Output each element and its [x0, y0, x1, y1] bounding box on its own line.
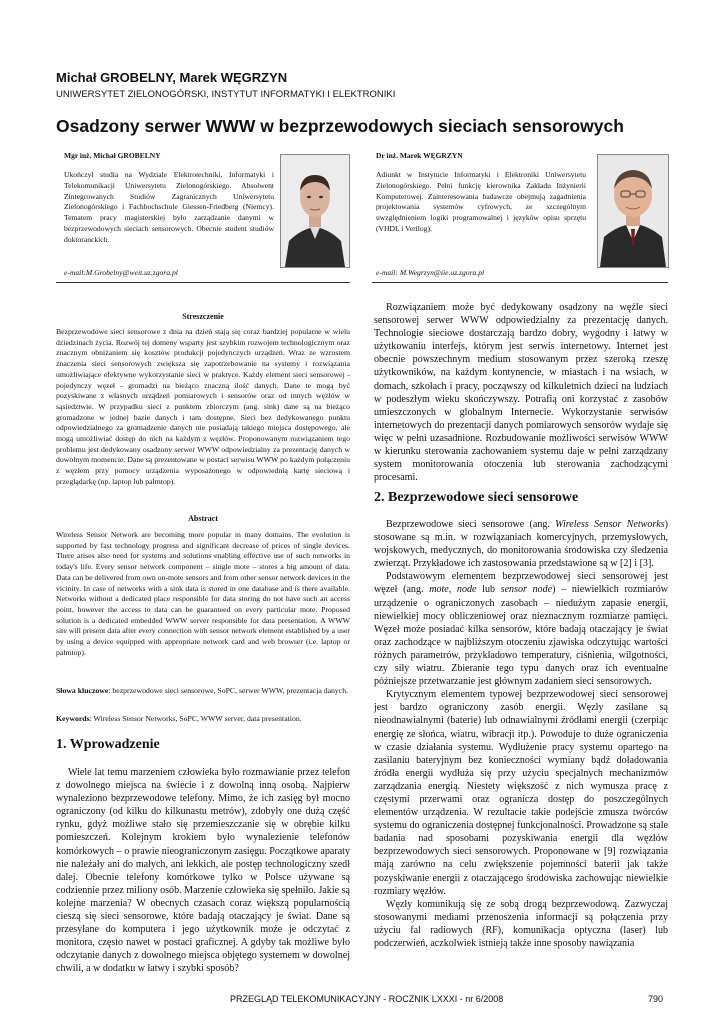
bio-divider-2 [372, 282, 668, 283]
section-2-paragraph-2: Podstawowym elementem bezprzewodowej sieci sensorowej jest węzeł (ang. mote, node lub sensor node) – niewielkich rozmiarów urządzenie o ograniczonych zasobach – niedużym zapasie energii, niewielkiej mocy obliczeniowej oraz nieznacznym rozmiarze pamięci. Węzeł może posiadać kilka sensorów, które badają otaczający je świat oraz zachodzące w najbliższym otoczeniu zjawiska odczytując wartości różnych parametrów, przykładowo temperatury, ciśnienia, wilgotności, czy siły wiatru. Zbieranie tego typu danych oraz ich eventualne późniejsze przetwarzanie jest głównym zadaniem sieci sensorowych. [374, 571, 668, 688]
bio-text-2: Adiunkt w Instytucie Informatyki i Elektroniki Uniwersytetu Zielonogórskiego. Pełni funkcję kierownika Zakładu Inżynierii Komputerowej. Zainteresowania badawcze obejmują zagadnienia projektowania systemów cyfrowych, ze szczególnym uwzględnieniem logiki programowalnej i języków opisu sprzętu (VHDL i Verilog). [376, 170, 586, 233]
keywords-en-text: : Wireless Sensor Networks, SoPC, WWW server, data presentation. [89, 714, 302, 723]
section-2-paragraph-3: Krytycznym elementem typowej bezprzewodowej sieci sensorowej jest bardzo ograniczony zasób energii. Węzły zasilane są nieodnawialnymi (baterie) lub odnawialnymi źródłami energii (czerpiąc energię ze słońca, wiatru, wibracji itp.). Powoduje to duże ograniczenia w czasie działania systemu. Wydłużenie pracy systemu opartego na zasilaniu bateryjnym bez konieczności wymiany bądź doładowania źródła energii wydłuża się przy użyciu specjalnych mechanizmów zarządzania energią. Niestety większość z nich wymusza pracę z częstymi przerwami oraz ogranicza dostęp do poszczególnych elementów urządzenia. W rezultacie takie podejście zmusza twórców systemu do ograniczenia dostępnej funkcjonalności. Prowadzone są stale badania nad sposobami pozyskiwania energii dla węzłów bezprzewodowych sieci sensorowych. Proponowane w [9] rozwiązania mają zarówno na celu zwiększenie pojemności baterii jak także pozyskiwanie energii z otaczającego środowiska zachowując niewielkie rozmiary węzłów. [374, 689, 668, 897]
keywords-pl-text: : bezprzewodowe sieci sensorowe, SoPC, serwer WWW, prezentacja danych. [108, 686, 349, 695]
streszczenie-heading: Streszczenie [182, 312, 224, 321]
abstract-text: Wireless Sensor Network are becoming more popular in many domains. The evolution is supported by fast technology progress and significant decrease of prices of single devices. There arises also need for systems and solutions enabling effective use of such networks in today's life. Every sensor network component – single mote – stores a big amount of data. Data can be delivered from own on-mote sensors and from other sensor network devices in the vicinity. In case of networks with a sink data is stored in one database and is there available. Networks without a dedicated place responsible for data storing do not have such an access point, however the access to data can be guaranteed on every particular mote. Proposed solution is a dedicated embedded WWW server responsible for data presentation. A WWW site will present data after every connection with sensor network element established by a user by using a device equipped with appropriate network card and web browser (i.e. laptop or palmtop). [56, 530, 350, 657]
keywords-pl-label: Słowa kluczowe [56, 686, 109, 695]
intro-continuation [374, 301, 668, 484]
author-photo-1 [280, 154, 350, 268]
affiliation: UNIWERSYTET ZIELONOGÓRSKI, INSTYTUT INFORMATYKI I ELEKTRONIKI [56, 89, 396, 100]
section-2-paragraph-1: Bezprzewodowe sieci sensorowe (ang. Wireless Sensor Networks) stosowane są m.in. w rozwiązaniach komercyjnych, przemysłowych, wojskowych, medycznych, do monitorowania środowiska czy śledzenia zwierząt. Przykładowe ich zastosowania przedstawione są w [2] i [3]. [374, 519, 668, 570]
section-2-text [374, 518, 668, 950]
bio-email-1: e-mail:M.Grobelny@weit.uz.zgora.pl [64, 268, 178, 277]
streszczenie-text: Bezprzewodowe sieci sensorowe z dnia na dzień stają się coraz bardziej popularne w wielu dziedzinach życia. Rozwój tej domeny wsparty jest szybkim rozwojem technologicznym oraz znacznym obniżaniem się kosztów produkcji pojedynczych urządzeń. Wraz ze wzrostem znaczenia sieci sensorowych zwiększa się zapotrzebowanie na systemy i rozwiązania umożliwiające efektywne wykorzystanie sieci w praktyce. Każdy element sieci sensorowej - pojedynczy węzeł - gromadzi na bieżąco znaczną ilość danych. Dane te mogą być pozyskiwane z własnych urządzeń pomiarowych i sensorów oraz od innych węzłów w sąsiedztwie. W przypadku sieci z punktem zbiorczym (ang. sink) dane są na bieżąco gromadzone w jednej bazie danych i tam dostępne. Sieci bez dedykowanego punktu odpowiedzialnego za gromadzenie danych nie posiadają takiego miejsca dostępowego, ale mogą umożliwiać dostęp do nich na każdym z węzłów. Proponowanym rozwiązaniem tego problemu jest dedykowany osadzony serwer WWW odpowiedzialny za prezentację danych w dowolnym momencie. Dane są prezentowane w postaci serwisu WWW po każdym połączeniu z węzłem przy pomocy urządzenia wyposażonego w odpowiednią kartę sieciową i przeglądarkę (np. laptop lub palmtop). [56, 327, 350, 486]
section-1-paragraph: Wiele lat temu marzeniem człowieka było rozmawianie przez telefon z dowolnego miejsca na świecie i z dowolną inną osobą. Najpierw wynaleziono bezprzewodowe telefony. Mimo, że ich zasięg był mocno ograniczony (od kilku do kilkunastu metrów), zdobyły one dużą część rynku, gdyż możliwe stało się przemieszczanie się w obrębie kilku pomieszczeń. Kolejnym krokiem było wynalezienie telefonów komórkowych – o prawie nieograniczonym zasięgu. Początkowe aparaty nie należały ani do małych, ani lekkich, ale postęp technologiczny szedł dalej. Obecnie telefony komórkowe tylko w Polsce używane są codziennie przez miliony osób. Marzenie człowieka się spełniło. Jakie są kolejne marzenia? W obecnych czasach coraz większą popularnością cieszą się sieci sensorowe, które badają otaczający je świat. Dane są przesyłane do komputera i jego użytkownik może je odczytać z monitora, często nawet w postaci graficznej. A gdyby tak możliwe było odczytanie danych z dowolnego miejsca objętego systemem w dowolnej chwili, a w dodatku w łatwy i szybki sposób? [56, 767, 350, 975]
authors: Michał GROBELNY, Marek WĘGRZYN [56, 70, 288, 85]
bio-name-1: Mgr inż. Michał GROBELNY [64, 151, 161, 160]
abstract-heading: Abstract [188, 514, 218, 523]
section-1-text [56, 766, 350, 976]
bio-divider-1 [56, 282, 350, 283]
journal-footer: PRZEGLĄD TELEKOMUNIKACYJNY - ROCZNIK LXXXI - nr 6/2008 [230, 994, 504, 1004]
bio-email-2: e-mail: M.Wegrzyn@iie.uz.zgora.pl [376, 268, 485, 277]
paper-title: Osadzony serwer WWW w bezprzewodowych sieciach sensorowych [56, 116, 624, 136]
section-1-heading: 1. Wprowadzenie [56, 737, 160, 752]
section-2-paragraph-4: Węzły komunikują się ze sobą drogą bezprzewodową. Zazwyczaj stosowanymi mediami przenoszenia informacji są połączenia przy użyciu fal radiowych (RF), komunikacja optyczna (laser) lub podczerwień, aczkolwiek istnieją także inne sposoby nawiązania [374, 898, 668, 949]
keywords-en [56, 714, 350, 725]
keywords-pl [56, 686, 350, 697]
bio-name-2: Dr inż. Marek WĘGRZYN [376, 151, 463, 160]
section-2-heading: 2. Bezprzewodowe sieci sensorowe [374, 490, 579, 505]
intro-paragraph: Rozwiązaniem może być dedykowany osadzony na węźle sieci sensorowej serwer WWW odpowiedzialny za prezentację danych. Technologie sieciowe dostarczają bardzo dobry, wygodny i łatwy w użytkowaniu interfejs, którym jest serwis internetowy. Internet jest obecnie powszechnym medium stosowanym przez szeroką rzeszę użytkowników, na każdym kontynencie, w miastach i na wsiach, w domach, szkołach i pracy, począwszy od kilkuletnich dzieci na ludziach w podeszłym wieku skończywszy. Potrafią oni korzystać z zasobów umieszczonych w globalnym Internecie. Wykorzystanie serwisów internetowych do prezentacji danych pomiarowych sensorów wydaje się więc w pełni uzasadnione. Rozbudowanie możliwości serwisów WWW w kierunku sterowania zachowaniem systemu daje w pełni zarządzany system monitorowania otoczenia lub sterowania zachodzącymi procesami. [374, 302, 668, 484]
page-number: 790 [648, 994, 664, 1004]
bio-text-1: Ukończył studia na Wydziale Elektrotechniki, Informatyki i Telekomunikacji Uniwersytetu Zielonogórskiego. Absolwent Zintegrowanych Studiów Zagranicznych Uniwersytetu Zielonogórskiego i Fachhochschule Giessen-Friedberg (Niemcy). Tematem pracy magisterskiej było zarządzanie danymi w bezprzewodowych sieciach sensorowych. Obecnie student studiów doktoranckich. [64, 170, 274, 244]
author-photo-2 [597, 154, 669, 268]
keywords-en-label: Keywords [56, 714, 90, 723]
